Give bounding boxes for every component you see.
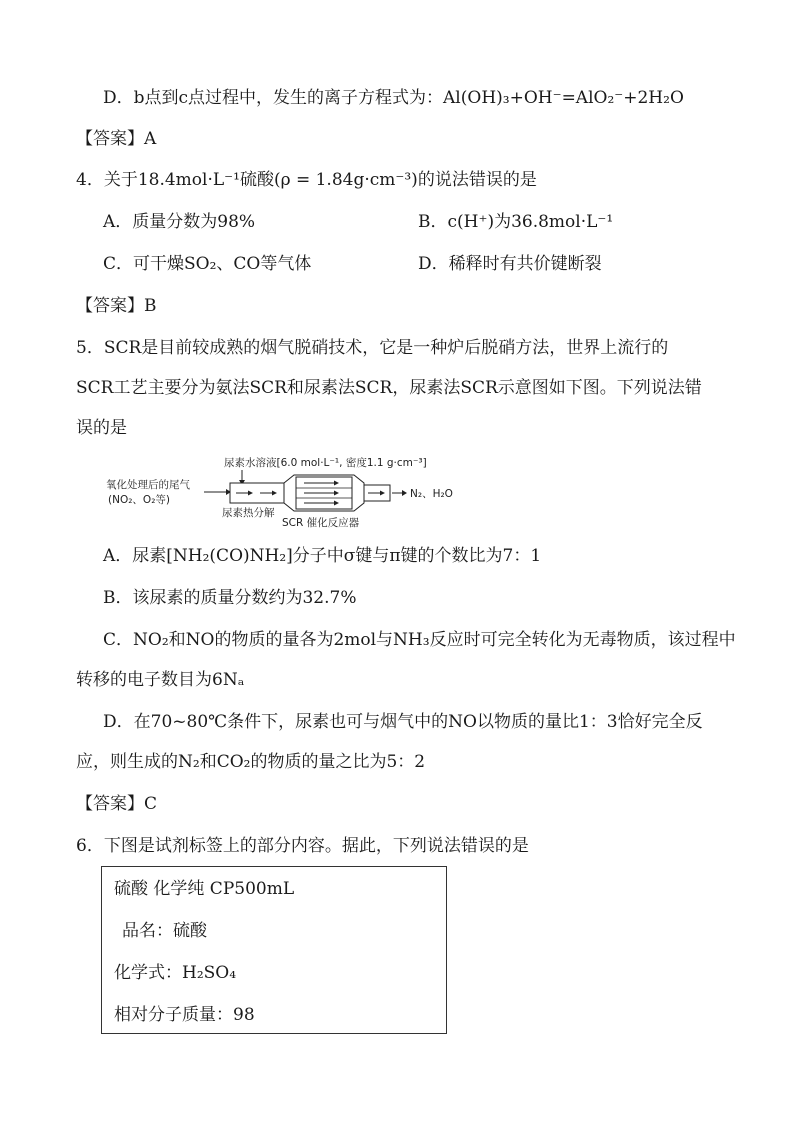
q5-answer: 【答案】C [76,794,158,814]
diagram-left-label-2: (NO₂、O₂等) [108,494,170,506]
diagram-output-label: N₂、H₂O [410,488,453,500]
diagram-bottom-right-label: SCR 催化反应器 [282,517,360,529]
diagram-bottom-left-label: 尿素热分解 [222,507,275,519]
q5-stem-line3: 误的是 [76,418,127,438]
reagent-label [101,866,447,1034]
q4-option-a: A．质量分数为98% [103,212,256,232]
q3-option-d: D．b点到c点过程中，发生的离子方程式为：Al(OH)₃+OH⁻=AlO₂⁻+2H₂O [103,88,684,108]
q5-option-c-line1: C．NO₂和NO的物质的量各为2mol与NH₃反应时可完全转化为无毒物质，该过程中 [103,630,736,650]
q4-option-b: B．c(H⁺)为36.8mol·L⁻¹ [418,212,614,232]
q5-option-c-line2: 转移的电子数目为6Nₐ [76,670,245,690]
q5-stem-line1: 5．SCR是目前较成熟的烟气脱硝技术，它是一种炉后脱硝方法，世界上流行的 [76,338,669,358]
q4-answer: 【答案】B [76,296,157,316]
scr-diagram [104,450,484,530]
q5-option-a: A．尿素[NH₂(CO)NH₂]分子中σ键与π键的个数比为7：1 [103,546,542,566]
q4-stem: 4．关于18.4mol·L⁻¹硫酸(ρ = 1.84g·cm⁻³)的说法错误的是 [76,170,537,190]
q3-answer: 【答案】A [76,129,157,149]
q5-option-d-line2: 应，则生成的N₂和CO₂的物质的量之比为5：2 [76,752,426,772]
q5-stem-line2: SCR工艺主要分为氨法SCR和尿素法SCR，尿素法SCR示意图如下图。下列说法错 [76,378,702,398]
reagent-label-line4: 相对分子质量：98 [114,1005,255,1025]
q6-stem: 6．下图是试剂标签上的部分内容。据此，下列说法错误的是 [76,836,529,856]
q5-option-d-line1: D．在70~80℃条件下，尿素也可与烟气中的NO以物质的量比1：3恰好完全反 [103,712,703,732]
reagent-label-line3: 化学式：H₂SO₄ [114,963,237,983]
reagent-label-line1: 硫酸 化学纯 CP500mL [114,879,295,899]
diagram-top-label: 尿素水溶液[6.0 mol·L⁻¹, 密度1.1 g·cm⁻³] [224,457,427,469]
diagram-left-label-1: 氧化处理后的尾气 [106,479,190,491]
q5-option-b: B．该尿素的质量分数约为32.7% [103,588,357,608]
q4-option-d: D．稀释时有共价键断裂 [418,254,602,274]
reagent-label-line2: 品名：硫酸 [122,921,207,941]
q4-option-c: C．可干燥SO₂、CO等气体 [103,254,312,274]
